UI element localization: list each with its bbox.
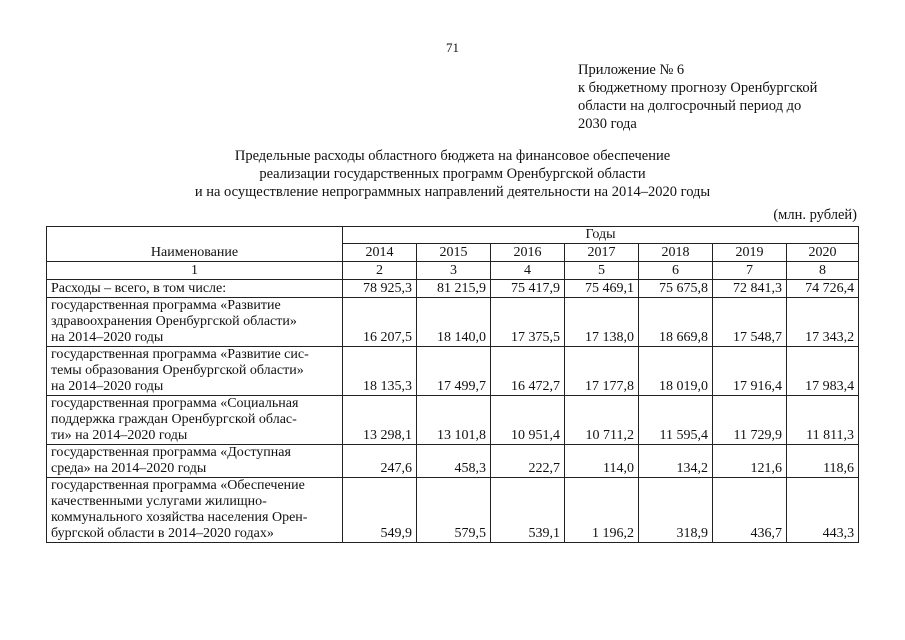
row-name-line: поддержка граждан Оренбургской облас- (51, 412, 297, 427)
table-row (47, 298, 859, 347)
value-cell: 436,7 (713, 478, 787, 543)
value-cell: 539,1 (491, 478, 565, 543)
appendix-line: к бюджетному прогнозу Оренбургской (578, 80, 818, 96)
value-cell: 11 729,9 (713, 396, 787, 445)
name-column-header: Наименование (47, 227, 343, 262)
value-cell: 443,3 (787, 478, 859, 543)
value-cell: 318,9 (639, 478, 713, 543)
value-cell: 17 983,4 (787, 347, 859, 396)
row-name-line: государственная программа «Социальная (51, 396, 299, 411)
row-name-line: государственная программа «Развитие сис- (51, 347, 309, 362)
year-header: 2017 (565, 244, 639, 262)
value-cell: 1 196,2 (565, 478, 639, 543)
appendix-note (578, 61, 817, 133)
value-cell: 18 140,0 (417, 298, 491, 347)
value-cell: 579,5 (417, 478, 491, 543)
value-cell: 222,7 (491, 445, 565, 478)
column-number: 3 (417, 262, 491, 280)
row-name (47, 445, 343, 478)
column-number: 7 (713, 262, 787, 280)
column-number: 6 (639, 262, 713, 280)
value-cell: 72 841,3 (713, 280, 787, 298)
value-cell: 17 499,7 (417, 347, 491, 396)
row-name-line: ти» на 2014–2020 годы (51, 428, 188, 443)
column-number: 2 (343, 262, 417, 280)
value-cell: 17 375,5 (491, 298, 565, 347)
title-line: реализации государственных программ Оренбургской области (259, 166, 646, 182)
value-cell: 18 135,3 (343, 347, 417, 396)
table-row (47, 445, 859, 478)
row-name (47, 347, 343, 396)
column-number: 8 (787, 262, 859, 280)
value-cell: 74 726,4 (787, 280, 859, 298)
row-name-line: среда» на 2014–2020 годы (51, 461, 207, 476)
value-cell: 549,9 (343, 478, 417, 543)
year-header: 2015 (417, 244, 491, 262)
value-cell: 13 101,8 (417, 396, 491, 445)
value-cell: 17 343,2 (787, 298, 859, 347)
table-row (47, 280, 859, 298)
value-cell: 118,6 (787, 445, 859, 478)
row-name-line: государственная программа «Обеспечение (51, 478, 305, 493)
value-cell: 16 207,5 (343, 298, 417, 347)
value-cell: 17 916,4 (713, 347, 787, 396)
value-cell: 11 595,4 (639, 396, 713, 445)
row-name-line: темы образования Оренбургской области» (51, 363, 304, 378)
row-name-line: коммунального хозяйства населения Орен- (51, 510, 308, 525)
value-cell: 17 548,7 (713, 298, 787, 347)
appendix-line: области на долгосрочный период до (578, 98, 802, 114)
table-row (47, 396, 859, 445)
row-name-line: Расходы – всего, в том числе: (51, 281, 227, 296)
value-cell: 10 951,4 (491, 396, 565, 445)
column-number: 5 (565, 262, 639, 280)
table-body (47, 280, 859, 543)
value-cell: 17 177,8 (565, 347, 639, 396)
row-name-line: качественными услугами жилищно- (51, 494, 267, 509)
table-row (47, 478, 859, 543)
value-cell: 134,2 (639, 445, 713, 478)
title-line: Предельные расходы областного бюджета на финансовое обеспечение (234, 148, 671, 164)
title-line: и на осуществление непрограммных направлений деятельности на 2014–2020 годы (194, 184, 711, 200)
value-cell: 81 215,9 (417, 280, 491, 298)
value-cell: 18 019,0 (639, 347, 713, 396)
value-cell: 75 469,1 (565, 280, 639, 298)
row-name-line: государственная программа «Развитие (51, 298, 281, 313)
column-number: 1 (47, 262, 343, 280)
page-number: 71 (446, 40, 459, 55)
row-name-line: бургской области в 2014–2020 годах» (51, 526, 274, 541)
table-row (47, 347, 859, 396)
year-header: 2018 (639, 244, 713, 262)
appendix-line: 2030 года (578, 116, 637, 132)
row-name-line: на 2014–2020 годы (51, 330, 164, 345)
row-name (47, 298, 343, 347)
value-cell: 458,3 (417, 445, 491, 478)
value-cell: 16 472,7 (491, 347, 565, 396)
value-cell: 114,0 (565, 445, 639, 478)
appendix-line: Приложение № 6 (578, 62, 685, 78)
budget-table (46, 226, 859, 543)
value-cell: 10 711,2 (565, 396, 639, 445)
value-cell: 78 925,3 (343, 280, 417, 298)
units-label: (млн. рублей) (773, 207, 857, 223)
years-column-header: Годы (343, 227, 859, 244)
row-name (47, 478, 343, 543)
value-cell: 17 138,0 (565, 298, 639, 347)
value-cell: 247,6 (343, 445, 417, 478)
value-cell: 13 298,1 (343, 396, 417, 445)
column-number-row (47, 262, 859, 280)
value-cell: 75 675,8 (639, 280, 713, 298)
value-cell: 11 811,3 (787, 396, 859, 445)
row-name-line: на 2014–2020 годы (51, 379, 164, 394)
row-name (47, 280, 343, 298)
row-name-line: здравоохранения Оренбургской области» (51, 314, 297, 329)
value-cell: 18 669,8 (639, 298, 713, 347)
value-cell: 75 417,9 (491, 280, 565, 298)
row-name-line: государственная программа «Доступная (51, 445, 291, 460)
year-header: 2019 (713, 244, 787, 262)
year-header: 2014 (343, 244, 417, 262)
document-title (0, 147, 905, 201)
row-name (47, 396, 343, 445)
year-header: 2020 (787, 244, 859, 262)
year-header: 2016 (491, 244, 565, 262)
value-cell: 121,6 (713, 445, 787, 478)
column-number: 4 (491, 262, 565, 280)
